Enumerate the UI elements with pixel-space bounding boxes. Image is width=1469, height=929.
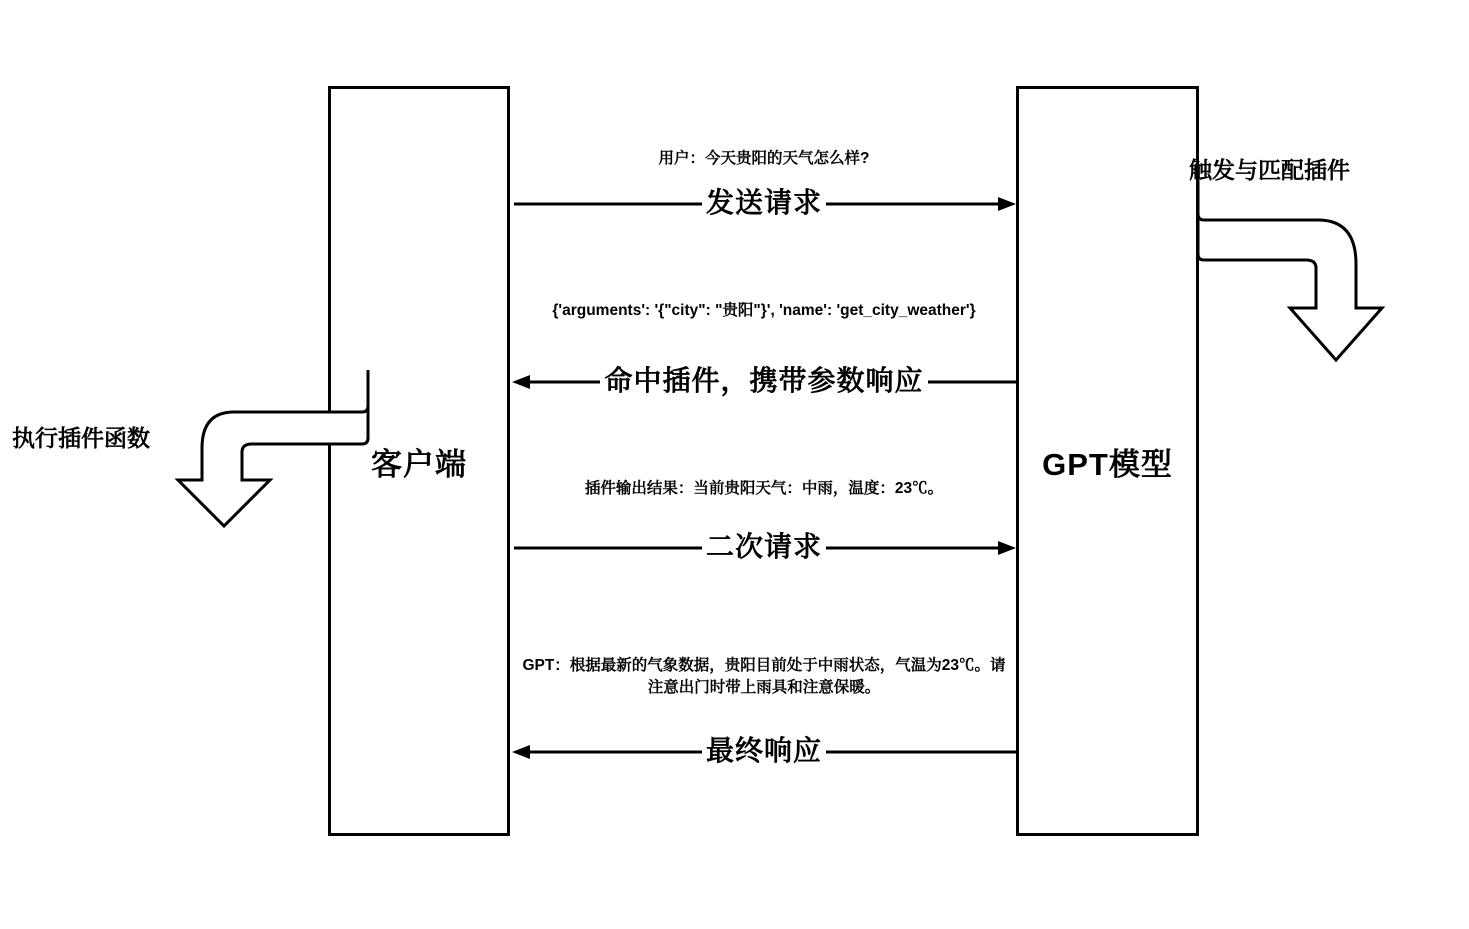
self-loop-gpt-label: 触发与匹配插件 [1189,157,1350,183]
message-final-response-label-text: 最终响应 [702,735,826,766]
message-send-request-caption: 用户：今天贵阳的天气怎么样? [658,150,870,167]
self-loop-client-icon [172,368,372,528]
message-plugin-hit-label-text: 命中插件，携带参数响应 [600,365,927,396]
message-final-response-caption: GPT：根据最新的气象数据，贵阳目前处于中雨状态，气温为23℃。请注意出门时带上雨具和注意保暖。 [522,657,1006,697]
message-plugin-hit-caption: {'arguments': '{"city": "贵阳"}', 'name': 'get_city_weather'} [552,302,976,319]
message-plugin-hit-label [512,359,1016,399]
message-send-request-label [512,181,1016,221]
lifeline-gpt [1016,86,1199,836]
message-second-request-label-text: 二次请求 [702,531,826,562]
lifeline-gpt-label: GPT模型 [1042,446,1173,482]
message-second-request-label [512,525,1016,565]
self-loop-gpt-icon [1196,168,1396,368]
message-second-request-caption: 插件输出结果：当前贵阳天气：中雨，温度：23℃。 [584,480,944,497]
self-loop-client-label: 执行插件函数 [12,425,150,451]
lifeline-client-label: 客户端 [371,446,467,482]
message-send-request-label-text: 发送请求 [702,187,826,218]
message-final-response-label [512,729,1016,769]
